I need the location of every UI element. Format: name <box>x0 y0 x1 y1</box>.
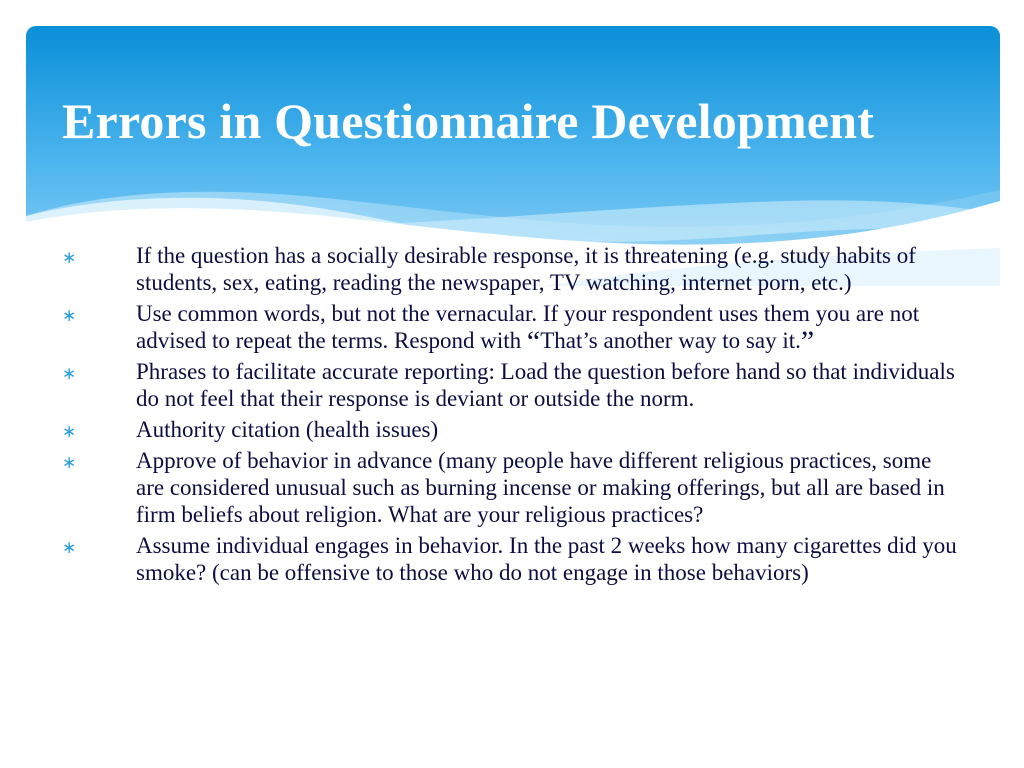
bullet-text: Approve of behavior in advance (many people have different religious practices, some are considered unusual such as burning incense or making offerings, but all are based in firm beliefs about religion. What are your religious practices? <box>136 448 945 527</box>
bullet-list <box>62 242 962 590</box>
bullet-text: Assume individual engages in behavior. In the past 2 weeks how many cigarettes did you smoke? (can be offensive to those who do not engage in those behaviors) <box>136 533 957 585</box>
bullet-item <box>62 242 962 296</box>
bullet-item <box>62 358 962 412</box>
bullet-text: Authority citation (health issues) <box>136 417 439 442</box>
close-quote: ” <box>800 325 815 358</box>
asterisk-bullet-icon: ∗ <box>62 364 77 384</box>
asterisk-bullet-icon: ∗ <box>62 248 77 268</box>
slide-title: Errors in Questionnaire Development <box>62 93 875 149</box>
bullet-text: Use common words, but not the vernacular. If your respondent uses them you are not advised to repeat the terms. Respond with <box>136 301 920 353</box>
open-quote: “ <box>526 325 541 358</box>
asterisk-bullet-icon: ∗ <box>62 453 77 473</box>
bullet-item <box>62 532 962 586</box>
bullet-item <box>62 416 962 443</box>
bullet-item <box>62 447 962 528</box>
bullet-text: If the question has a socially desirable response, it is threatening (e.g. study habits of students, sex, eating, reading the newspaper, TV watching, internet porn, etc.) <box>136 243 916 295</box>
asterisk-bullet-icon: ∗ <box>62 422 77 442</box>
asterisk-bullet-icon: ∗ <box>62 306 77 326</box>
quoted-text: That’s another way to say it. <box>540 328 801 353</box>
bullet-text: Phrases to facilitate accurate reporting: Load the question before hand so that individuals do not feel that their response is deviant or outside the norm. <box>136 359 955 411</box>
bullet-item <box>62 300 962 358</box>
asterisk-bullet-icon: ∗ <box>62 538 77 558</box>
